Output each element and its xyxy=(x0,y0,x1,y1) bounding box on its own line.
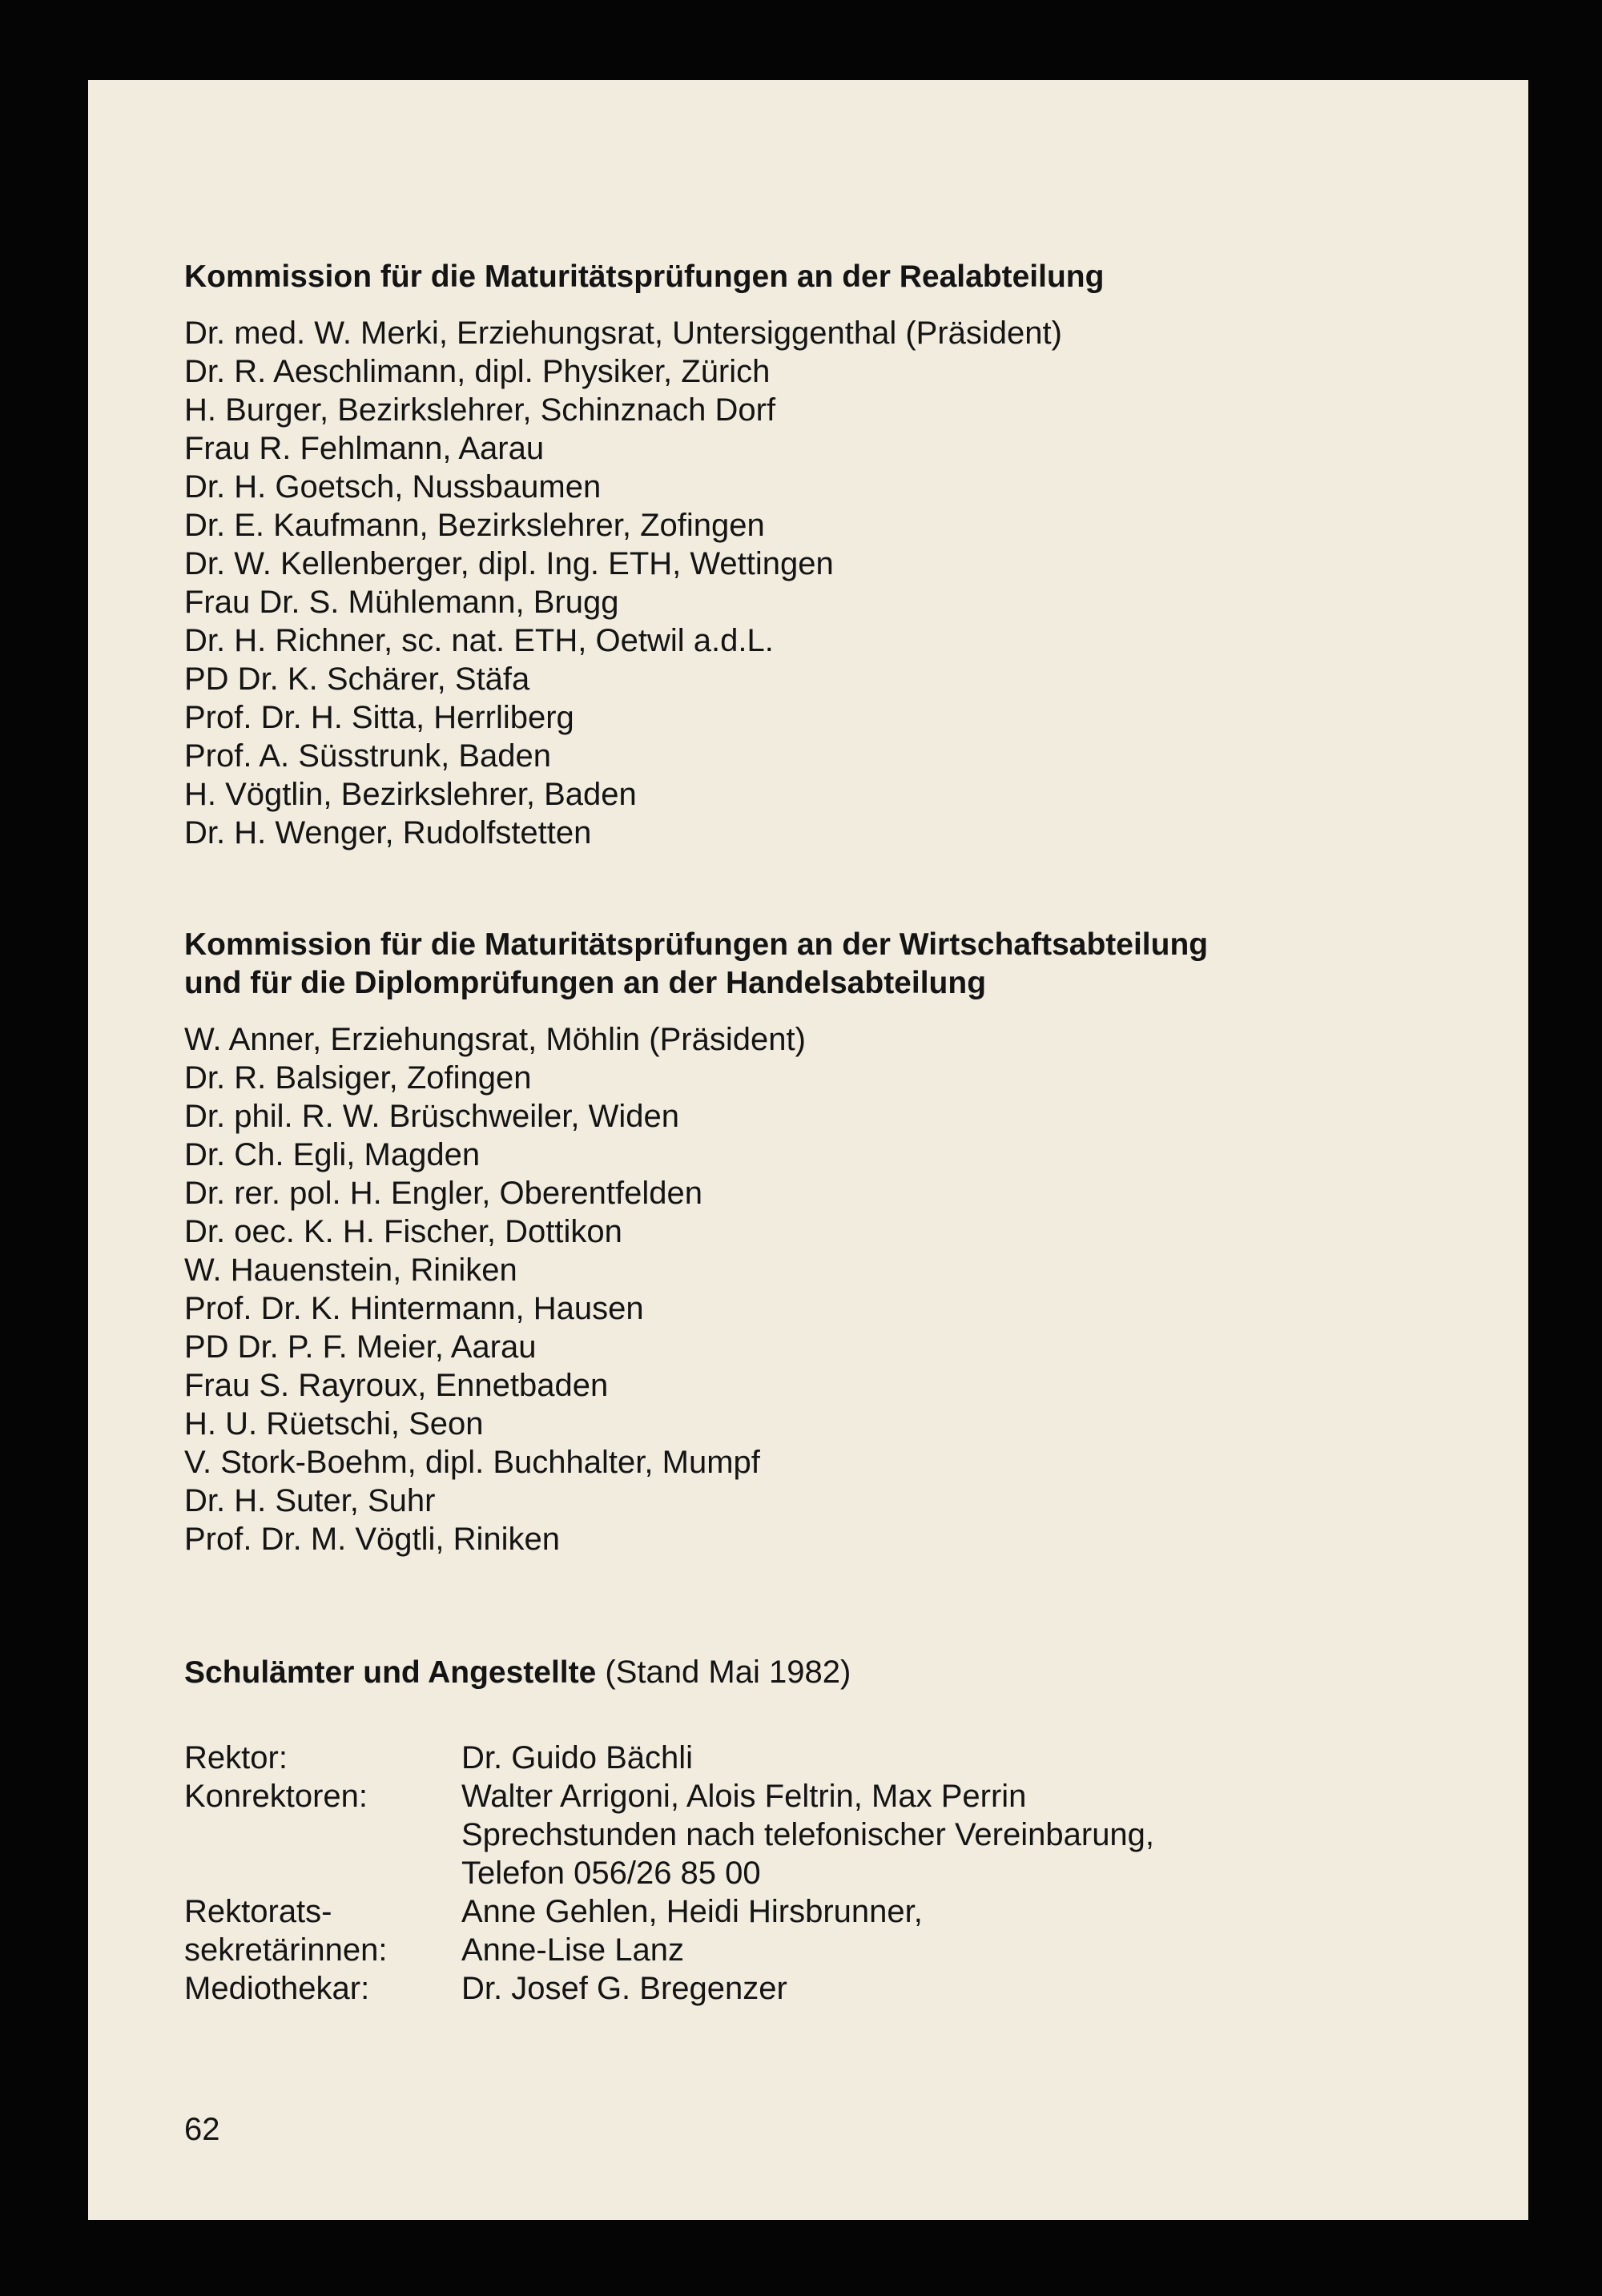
list-item: Prof. Dr. K. Hintermann, Hausen xyxy=(184,1291,644,1326)
staff-row xyxy=(184,1815,1482,1854)
list-item: Dr. oec. K. H. Fischer, Dottikon xyxy=(184,1214,622,1249)
page-content xyxy=(184,258,1482,2008)
staff-role xyxy=(184,1815,461,1854)
list-item: Prof. A. Süsstrunk, Baden xyxy=(184,738,552,774)
staff-names: Walter Arrigoni, Alois Feltrin, Max Perrin xyxy=(461,1779,1027,1814)
staff-names: Dr. Guido Bächli xyxy=(461,1740,694,1775)
list-item: Dr. R. Aeschlimann, dipl. Physiker, Zürich xyxy=(184,354,771,389)
list-item: Frau Dr. S. Mühlemann, Brugg xyxy=(184,585,619,620)
list-item: W. Anner, Erziehungsrat, Möhlin (Präsident) xyxy=(184,1022,806,1057)
staff-role: Rektorats- xyxy=(184,1894,332,1929)
staff-role xyxy=(184,1854,461,1892)
list-item: H. Burger, Bezirkslehrer, Schinznach Dorf xyxy=(184,392,776,428)
staff-names: Sprechstunden nach telefonischer Vereinbarung, xyxy=(461,1817,1155,1852)
staff-row xyxy=(184,1931,1482,1969)
staff-table xyxy=(184,1739,1482,2008)
staff-row xyxy=(184,1739,1482,1777)
list-item: Prof. Dr. M. Vögtli, Riniken xyxy=(184,1522,561,1557)
member-list xyxy=(184,1020,1482,1558)
list-item: PD Dr. K. Schärer, Stäfa xyxy=(184,661,530,697)
section-heading-line-2: und für die Diplomprüfungen an der Handelsabteilung xyxy=(184,966,987,1000)
list-item: Dr. H. Wenger, Rudolfstetten xyxy=(184,815,592,850)
section-heading-bold: Schulämter und Angestellte xyxy=(184,1655,597,1690)
page-number: 62 xyxy=(184,2112,220,2147)
list-item: Frau R. Fehlmann, Aarau xyxy=(184,431,545,466)
staff-role: Konrektoren: xyxy=(184,1779,368,1814)
list-item: H. U. Rüetschi, Seon xyxy=(184,1406,484,1442)
staff-row xyxy=(184,1777,1482,1815)
list-item: Dr. phil. R. W. Brüschweiler, Widen xyxy=(184,1099,679,1134)
list-item: Dr. H. Suter, Suhr xyxy=(184,1483,436,1518)
section-heading-line-1: Kommission für die Maturitätsprüfungen an der Wirtschaftsabteilung xyxy=(184,927,1209,962)
staff-role: Mediothekar: xyxy=(184,1971,370,2006)
list-item: Dr. E. Kaufmann, Bezirkslehrer, Zofingen xyxy=(184,508,765,543)
staff-row xyxy=(184,1892,1482,1931)
staff-role: sekretärinnen: xyxy=(184,1932,388,1968)
list-item: Dr. Ch. Egli, Magden xyxy=(184,1137,481,1172)
list-item: W. Hauenstein, Riniken xyxy=(184,1253,517,1288)
list-item: Prof. Dr. H. Sitta, Herrliberg xyxy=(184,700,574,735)
section-economics-commission xyxy=(184,926,1482,1558)
list-item: V. Stork-Boehm, dipl. Buchhalter, Mumpf xyxy=(184,1445,760,1480)
staff-names: Dr. Josef G. Bregenzer xyxy=(461,1971,787,2006)
list-item: PD Dr. P. F. Meier, Aarau xyxy=(184,1329,537,1365)
list-item: Frau S. Rayroux, Ennetbaden xyxy=(184,1368,609,1403)
staff-row xyxy=(184,1854,1482,1892)
section-heading xyxy=(184,1653,1482,1692)
staff-row xyxy=(184,1969,1482,2008)
section-heading-date: (Stand Mai 1982) xyxy=(596,1655,851,1690)
section-real-commission xyxy=(184,258,1482,852)
staff-role: Rektor: xyxy=(184,1740,288,1775)
staff-names: Anne-Lise Lanz xyxy=(461,1932,684,1968)
list-item: Dr. R. Balsiger, Zofingen xyxy=(184,1060,532,1096)
member-list xyxy=(184,314,1482,852)
staff-names: Anne Gehlen, Heidi Hirsbrunner, xyxy=(461,1894,923,1929)
list-item: Dr. med. W. Merki, Erziehungsrat, Untersiggenthal (Präsident) xyxy=(184,316,1062,351)
list-item: Dr. rer. pol. H. Engler, Oberentfelden xyxy=(184,1176,703,1211)
section-heading: Kommission für die Maturitätsprüfungen an der Realabteilung xyxy=(184,259,1105,294)
list-item: H. Vögtlin, Bezirkslehrer, Baden xyxy=(184,777,637,812)
list-item: Dr. H. Richner, sc. nat. ETH, Oetwil a.d.L. xyxy=(184,623,774,658)
document-page xyxy=(88,80,1528,2220)
list-item: Dr. H. Goetsch, Nussbaumen xyxy=(184,469,602,505)
section-school-offices xyxy=(184,1653,1482,2008)
staff-names: Telefon 056/26 85 00 xyxy=(461,1856,761,1891)
list-item: Dr. W. Kellenberger, dipl. Ing. ETH, Wettingen xyxy=(184,546,834,581)
